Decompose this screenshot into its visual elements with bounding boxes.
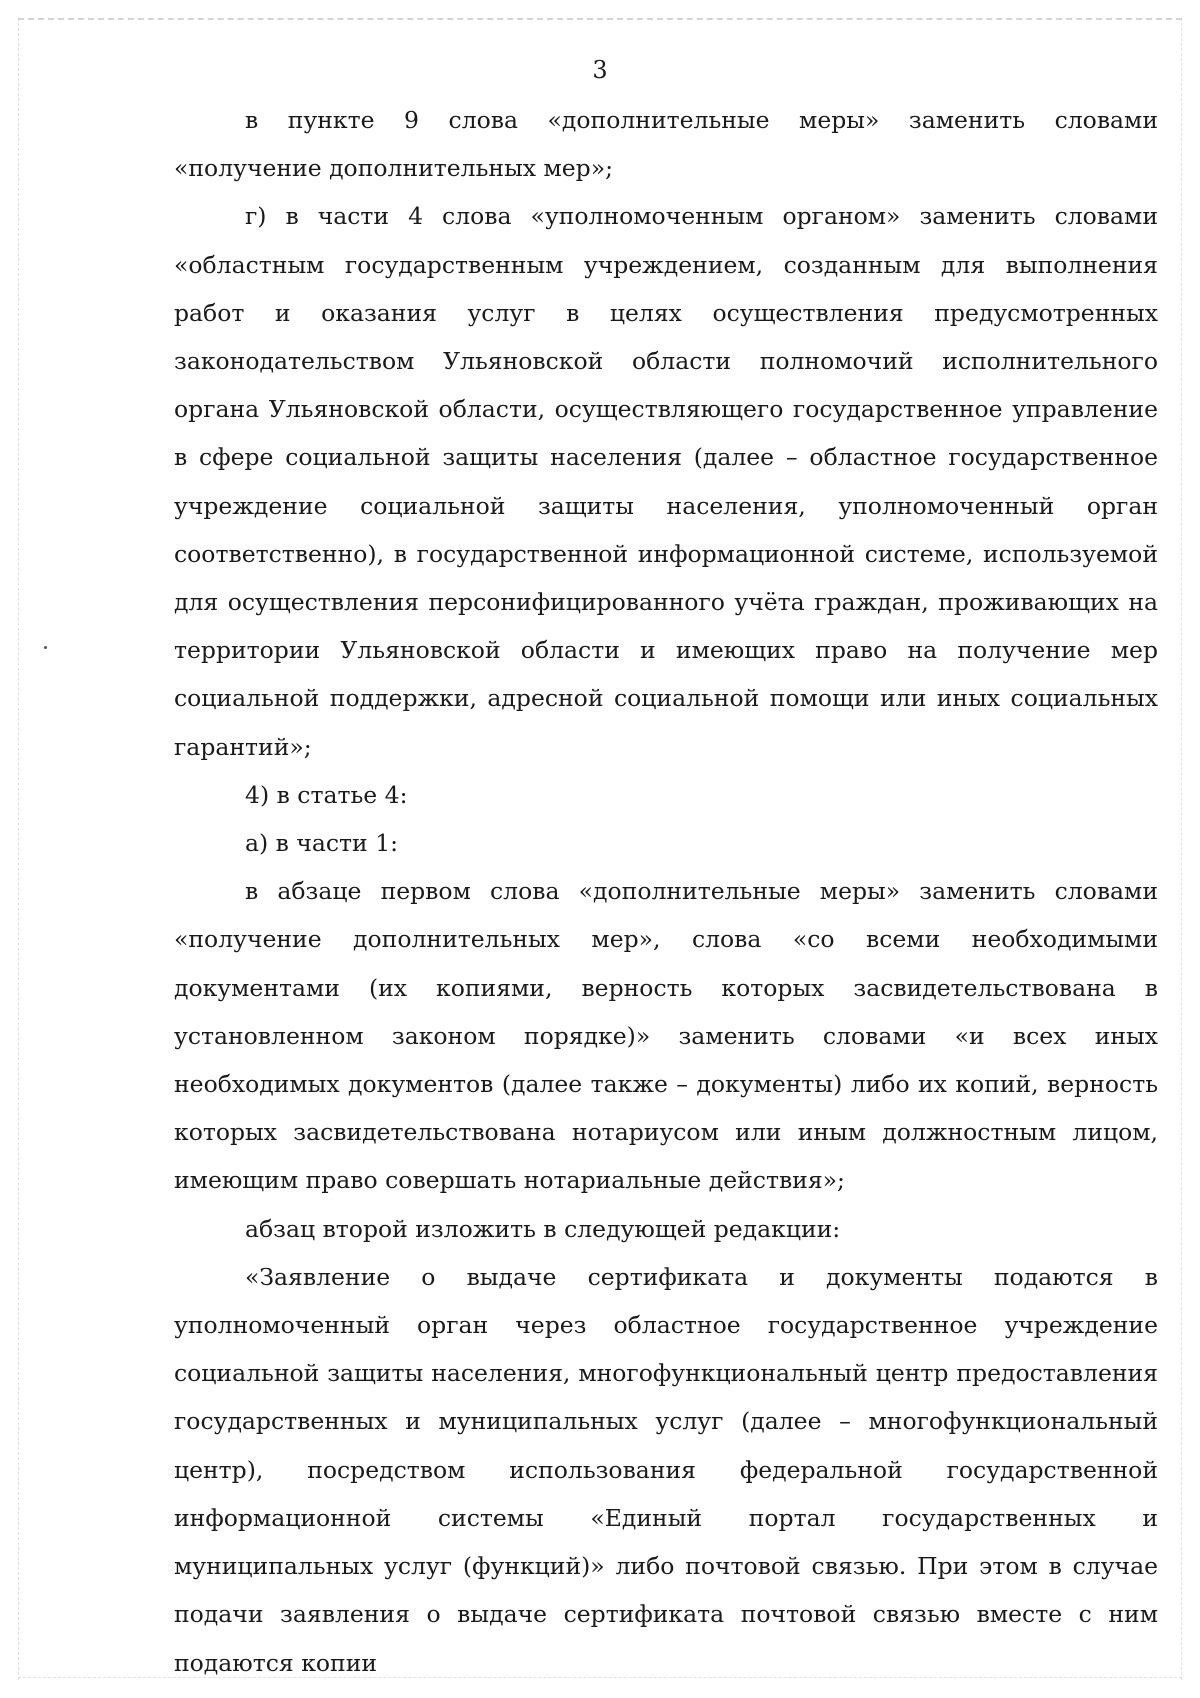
scan-border-right xyxy=(1181,18,1182,1680)
paragraph-new-wording: «Заявление о выдаче сертификата и документы подаются в уполномоченный орган через областное государственное учреждение социальной защиты населения, многофункциональный центр предоставления государственных и муниципальных услуг (далее – многофункциональный центр), посредством использования федеральной государственной информационной системы «Единый портал государственных и муниципальных услуг (функций)» либо почтовой связью. При этом в случае подачи заявления о выдаче сертификата почтовой связью вместе с ним подаются копии xyxy=(174,1262,1158,1677)
scan-border-left xyxy=(18,18,19,1680)
document-body xyxy=(174,96,1158,1687)
paragraph-second-abzac-intro: абзац второй изложить в следующей редакции: xyxy=(245,1214,841,1243)
paragraph-item-9-change: в пункте 9 слова «дополнительные меры» заменить словами «получение дополнительных мер»; xyxy=(174,106,1158,183)
paragraph-article-4-heading: 4) в статье 4: xyxy=(245,780,408,809)
scan-border-top xyxy=(18,18,1182,20)
page-number: 3 xyxy=(592,56,608,84)
scan-speck xyxy=(44,646,47,649)
paragraph-part-4-change: г) в части 4 слова «уполномоченным органом» заменить словами «областным государственным учреждением, созданным для выполнения работ и оказания услуг в целях осуществления предусмотренных законодательством Ульяновской области полномочий исполнительного органа Ульяновской области, осуществляющего государственное управление в сфере социальной защиты населения (далее – областное государственное учреждение социальной защиты населения, уполномоченный орган соответственно), в государственной информационной системе, используемой для осуществления персонифицированного учёта граждан, проживающих на территории Ульяновской области и имеющих право на получение мер социальной поддержки, адресной социальной помощи или иных социальных гарантий»; xyxy=(174,202,1158,761)
paragraph-first-abzac-change: в абзаце первом слова «дополнительные меры» заменить словами «получение дополнительных мер», слова «со всеми необходимыми документами (их копиями, верность которых засвидетельствована в установленном законом порядке)» заменить словами «и всех иных необходимых документов (далее также – документы) либо их копий, верность которых засвидетельствована нотариусом или иным должностным лицом, имеющим право совершать нотариальные действия»; xyxy=(174,877,1158,1195)
paragraph-part-1-heading: а) в части 1: xyxy=(245,829,399,858)
